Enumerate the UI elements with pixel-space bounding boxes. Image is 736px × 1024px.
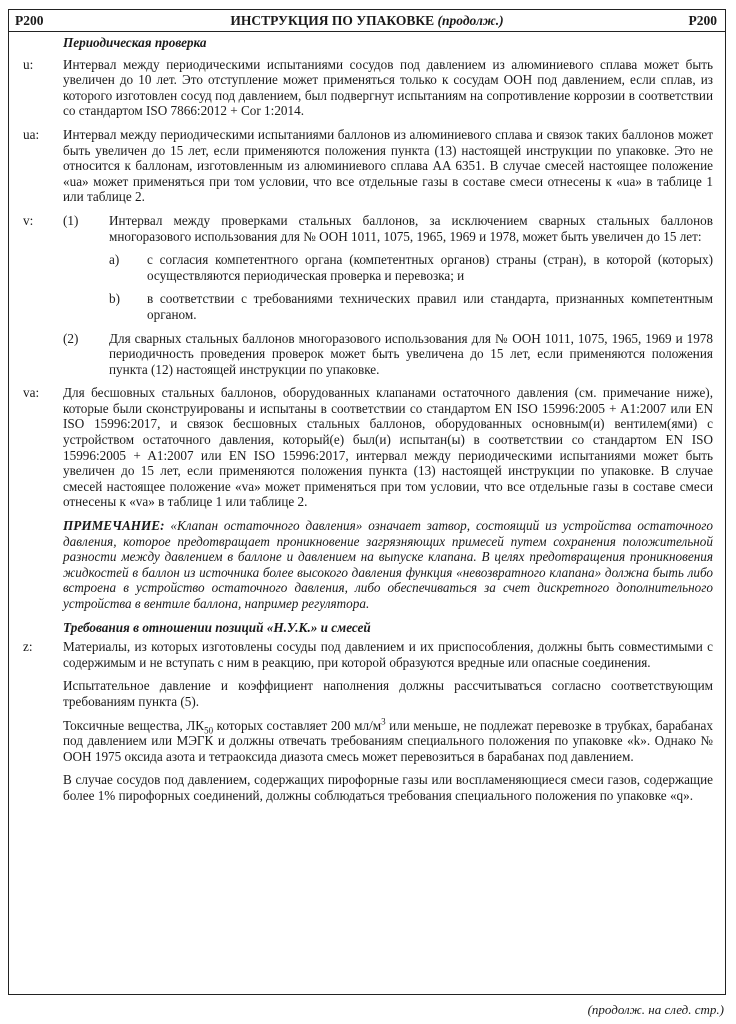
provision-v-1-b: b) в соответствии с требованиями технических правил или стандарта, признанных компетентным органом. (109, 291, 713, 322)
provision-text: Материалы, из которых изготовлены сосуды под давлением и их приспособления, должны быть совместимыми с содержимым и не вступать с ним в реакцию, при которой образуются вредные или опасные соединения. (63, 639, 713, 670)
header-title: ИНСТРУКЦИЯ ПО УПАКОВКЕ (продолж.) (230, 13, 504, 28)
provision-v-1: (1) Интервал между проверками стальных баллонов, за исключением сварных стальных баллонов многоразового использования для № ООН 1011, 1075, 1965, 1969 и 1978, может быть увеличен до 15 лет: a) с согласия компетентного органа (компетентных органов) страны (стран), в которой (которых) осуществляются периодическая проверка и перевозка; и b) в соответствии с требованиями технических правил или стандарта, признанных компетентным органом. (63, 212, 713, 322)
page-content (9, 32, 725, 804)
provision-label: u: (23, 56, 34, 72)
provision-label: va: (23, 385, 40, 401)
provision-v (23, 213, 713, 377)
provision-text: Интервал между периодическими испытаниями сосудов под давлением из алюминиевого сплава может быть увеличен до 10 лет. Это отступление может применяться только к сосудам ООН под давлением, если сплав, из которого изготовлен сосуд под давлением, был подвергнут испытаниям на сопротивление коррозии в соответствии со стандартом ISO 7866:2012 + Cor 1:2014. (63, 56, 713, 119)
continued-footer: (продолж. на след. стр.) (587, 1002, 724, 1017)
provision-ua (23, 127, 713, 205)
note-text: «Клапан остаточного давления» означает затвор, состоящий из устройства остаточного давления, которое предотвращает проникновение загрязняющих примесей путем сохранения положительной разности между давлением в баллоне и давлением на выпуске клапана. В целях предотвращения проникновения жидкостей в баллон из источника более высокого давления функция «невозвратного клапана» должна быть либо встроена в устройство остаточного давления, либо обеспечиваться за счет дискретного дополнительного устройства в вентиле баллона, например регулятора. (63, 518, 714, 611)
provision-label: ua: (23, 126, 40, 142)
provision-v-1-a: a) с согласия компетентного органа (компетентных органов) страны (стран), в которой (которых) осуществляются периодическая проверка и перевозка; и (109, 252, 713, 283)
section-heading-nos: Требования в отношении позиций «Н.У.К.» и смесей (63, 619, 371, 635)
provision-z-para-3: Токсичные вещества, $ЛК_{50}$ которых составляет 200 $мл/м^3$ или меньше, не подлежат перевозке в трубках, барабанах под давлением или МЭГК и должны отвечать требованиям специального положения по упаковке «k». Однако № ООН 1975 оксида азота и тетраоксида диазота смесь может перевозиться в барабанах под давлением. (63, 716, 713, 764)
header-code-left: P200 (15, 13, 44, 28)
section-heading-periodic: Периодическая проверка (63, 35, 207, 50)
provision-label: v: (23, 212, 34, 228)
provision-u (23, 57, 713, 119)
header-code-right: P200 (688, 13, 717, 28)
provision-text: Интервал между периодическими испытаниями баллонов из алюминиевого сплава и связок таких баллонов может быть увеличен до 15 лет, если применяются положения пункта (13) настоящей инструкции по упаковке. Это не относится к баллонам, изготовленным из алюминиевого сплава AA 6351. В случае смесей настоящее положение «ua» может применяться при том условии, что все отдельные газы в составе смеси отнесены к «ua» в таблице 1 или таблице 2. (63, 126, 713, 205)
page-header (9, 10, 725, 32)
provision-va (23, 385, 713, 510)
note-label: ПРИМЕЧАНИЕ: (63, 518, 165, 534)
note-residual-valve (63, 518, 713, 612)
page-frame (8, 9, 726, 995)
provision-z-para-2: Испытательное давление и коэффициент наполнения должны рассчитываться согласно соответствующим требованиям пункта (5). (63, 678, 713, 709)
provision-text: Для бесшовных стальных баллонов, оборудованных клапанами остаточного давления (см. примечание ниже), которые были сконструированы и испытаны в соответствии со стандартом EN ISO 15996:2005 + A1:2007 или EN ISO 15996:2017, и связок бесшовных стальных баллонов, оборудованных основным(и) вентилем(ями) с устройством остаточного давления, который(е) был(и) испытан(ы) в соответствии со стандартом EN ISO 15996:2005 + A1:2007 или EN ISO 15996:2017, интервал между периодическими испытаниями может быть увеличен до 15 лет, если применяются положения пункта (13) настоящей инструкции по упаковке. В случае смесей настоящее положение «va» может применяться при том условии, что все отдельные газы в составе смеси отнесены к «va» в таблице 1 или таблице 2. (63, 385, 713, 510)
provision-z (23, 639, 713, 670)
provision-label: z: (23, 639, 33, 655)
provision-z-para-4: В случае сосудов под давлением, содержащих пирофорные газы или воспламеняющиеся смеси газов, содержащие более 1% пирофорных соединений, должны соблюдаться требования специального положения по упаковке «q». (63, 772, 713, 803)
provision-v-2: (2) Для сварных стальных баллонов многоразового использования для № ООН 1011, 1075, 1965, 1969 и 1978 периодичность проведения проверок может быть увеличена до 15 лет, если применяются положения пункта (12) настоящей инструкции по упаковке. (63, 330, 713, 377)
